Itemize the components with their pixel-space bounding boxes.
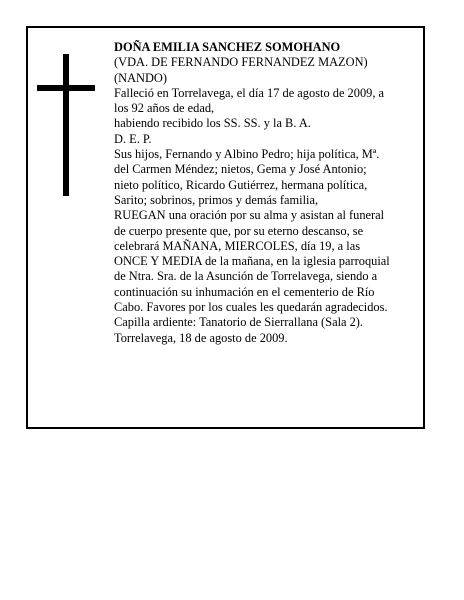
church-line: de Ntra. Sra. de la Asunción de Torrelavega, siendo a [114, 269, 378, 284]
family-line-4: Sarito; sobrinos, primos y demás familia, [114, 192, 319, 207]
age-line: los 92 años de edad, [114, 101, 215, 116]
funeral-date-line: celebrará MAÑANA, MIERCOLES, día 19, a las [114, 238, 361, 253]
widow-of-line: (VDA. DE FERNANDO FERNANDEZ MAZON) [114, 55, 368, 70]
burial-line: continuación su inhumación en el cementerio de Río [114, 284, 375, 299]
deceased-name: DOÑA EMILIA SANCHEZ SOMOHANO [114, 40, 341, 54]
obituary-text [114, 40, 414, 346]
nickname-line: (NANDO) [114, 70, 167, 85]
chapel-line: Capilla ardiente: Tanatorio de Sierrallana (Sala 2). [114, 315, 364, 330]
cross-horizontal-bar [37, 85, 95, 91]
family-line-2: del Carmen Méndez; nietos, Gema y José Antonio; [114, 162, 367, 177]
rip-line: D. E. P. [114, 131, 152, 146]
family-line-1: Sus hijos, Fernando y Albino Pedro; hija política, Mª. [114, 147, 380, 162]
sacraments-line: habiendo recibido los SS. SS. y la B. A. [114, 116, 311, 131]
death-announcement-line: Falleció en Torrelavega, el día 17 de agosto de 2009, a [114, 85, 385, 100]
cross-icon [37, 54, 95, 196]
thanks-line: Cabo. Favores por los cuales les quedarán agradecidos. [114, 300, 388, 315]
family-line-3: nieto político, Ricardo Gutiérrez, hermana política, [114, 177, 368, 192]
place-date-line: Torrelavega, 18 de agosto de 2009. [114, 330, 288, 345]
funeral-time-line: ONCE Y MEDIA de la mañana, en la iglesia parroquial [114, 254, 390, 269]
request-line-1: RUEGAN una oración por su alma y asistan al funeral [114, 208, 385, 223]
request-line-2: de cuerpo presente que, por su eterno descanso, se [114, 223, 364, 238]
cross-vertical-bar [63, 54, 69, 196]
